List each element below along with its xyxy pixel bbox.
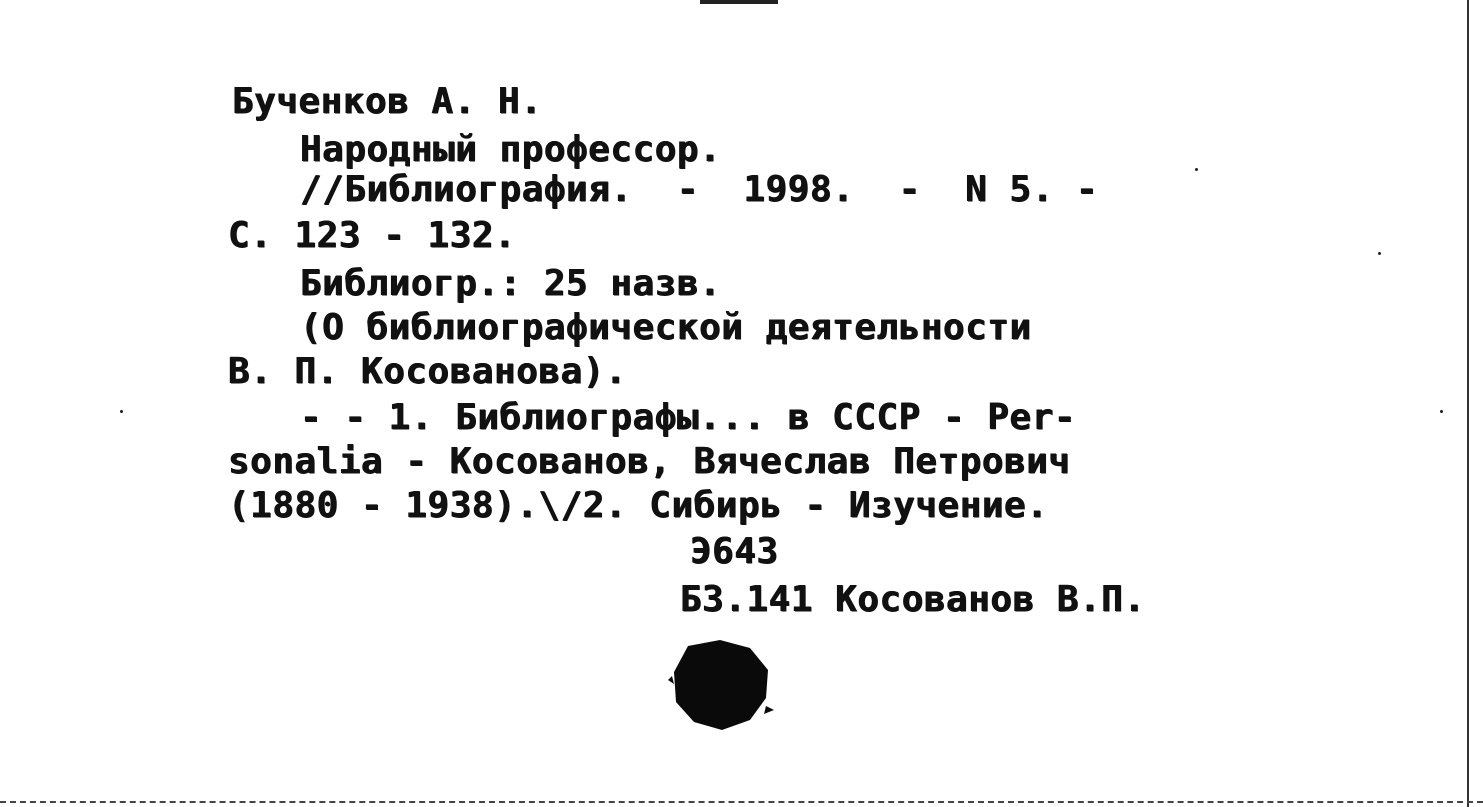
article-title: Народный профессор. (300, 129, 722, 170)
speck (1195, 168, 1198, 171)
subjects-line-3: (1880 - 1938).\/2. Сибирь - Изучение. (228, 485, 1049, 526)
author-heading: Бученков А. Н. (232, 81, 543, 122)
shelf-code: Э643 (690, 531, 779, 572)
right-border-line (1467, 0, 1469, 807)
speck (1440, 410, 1443, 413)
annotation-line-1: (О библиографической деятельности (300, 307, 1032, 348)
classification-code: Б3.141 Косованов В.П. (680, 579, 1146, 620)
subjects-line-1: - - 1. Библиографы... в СССР - Per- (300, 397, 1077, 438)
subjects-line-2: sonalia - Косованов, Вячеслав Петрович (228, 441, 1071, 482)
bibliography-note: Библиогр.: 25 назв. (300, 263, 722, 304)
pages-line: С. 123 - 132. (228, 215, 517, 256)
speck (120, 410, 123, 413)
bottom-border-line (0, 801, 1483, 803)
top-edge-mark (700, 0, 778, 4)
speck (1378, 252, 1381, 255)
annotation-line-2: В. П. Косованова). (228, 351, 628, 392)
punched-hole (668, 636, 774, 732)
source-line: //Библиография. - 1998. - N 5. - (300, 169, 1099, 210)
